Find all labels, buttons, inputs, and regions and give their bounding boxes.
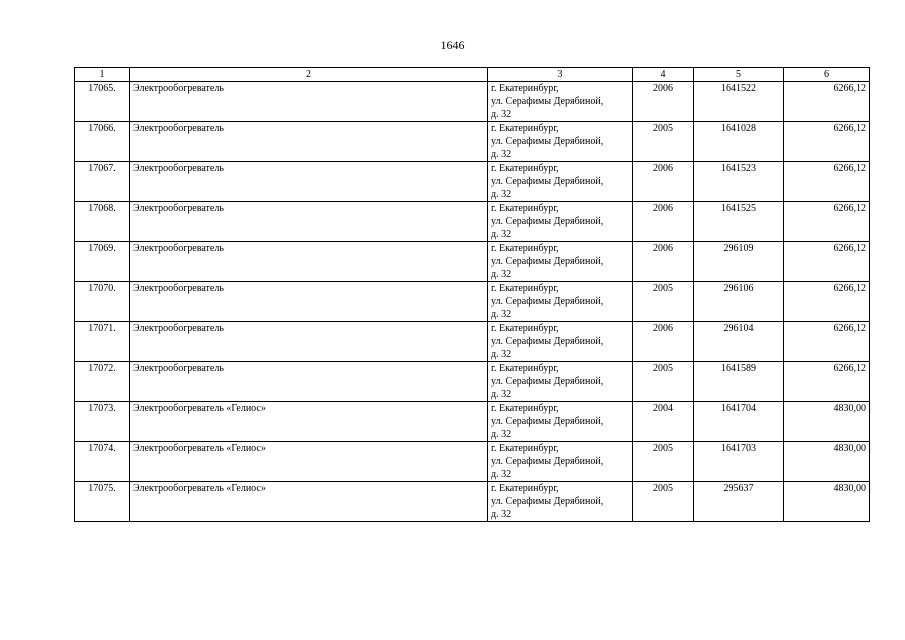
cost-cell: 6266,12 xyxy=(784,122,870,162)
item-name-cell: Электрообогреватель xyxy=(130,202,488,242)
year-cell: 2005 xyxy=(633,442,694,482)
address-line: ул. Серафимы Дерябиной, xyxy=(491,336,604,347)
address-cell xyxy=(488,242,633,282)
cost-cell: 4830,00 xyxy=(784,402,870,442)
address-cell xyxy=(488,162,633,202)
row-number-cell: 17073. xyxy=(75,402,130,442)
inventory-number-cell: 1641589 xyxy=(694,362,784,402)
property-registry-table xyxy=(74,67,870,522)
address-line: г. Екатеринбург, xyxy=(491,243,559,254)
cost-cell: 4830,00 xyxy=(784,482,870,522)
address-line: д. 32 xyxy=(491,149,512,160)
address-line: г. Екатеринбург, xyxy=(491,443,559,454)
address-line: д. 32 xyxy=(491,389,512,400)
address-line: д. 32 xyxy=(491,469,512,480)
inventory-number-cell: 1641525 xyxy=(694,202,784,242)
address-line: г. Екатеринбург, xyxy=(491,403,559,414)
address-line: ул. Серафимы Дерябиной, xyxy=(491,456,604,467)
cost-cell: 6266,12 xyxy=(784,322,870,362)
inventory-number-cell: 1641028 xyxy=(694,122,784,162)
address-line: г. Екатеринбург, xyxy=(491,203,559,214)
row-number-cell: 17068. xyxy=(75,202,130,242)
row-number-cell: 17074. xyxy=(75,442,130,482)
table-body xyxy=(75,82,870,522)
address-line: ул. Серафимы Дерябиной, xyxy=(491,176,604,187)
column-header: 4 xyxy=(633,68,694,82)
year-cell: 2005 xyxy=(633,362,694,402)
item-name-cell: Электрообогреватель «Гелиос» xyxy=(130,482,488,522)
page-number: 1646 xyxy=(440,38,465,52)
table-row xyxy=(75,122,870,162)
address-line: д. 32 xyxy=(491,229,512,240)
cost-cell: 6266,12 xyxy=(784,82,870,122)
address-cell xyxy=(488,482,633,522)
inventory-number-cell: 1641704 xyxy=(694,402,784,442)
inventory-number-cell: 296104 xyxy=(694,322,784,362)
inventory-number-cell: 296109 xyxy=(694,242,784,282)
year-cell: 2005 xyxy=(633,482,694,522)
inventory-number-cell: 1641523 xyxy=(694,162,784,202)
inventory-number-cell: 1641522 xyxy=(694,82,784,122)
table-row xyxy=(75,202,870,242)
address-cell xyxy=(488,122,633,162)
address-line: д. 32 xyxy=(491,509,512,520)
address-line: г. Екатеринбург, xyxy=(491,363,559,374)
column-header: 5 xyxy=(694,68,784,82)
inventory-number-cell: 296106 xyxy=(694,282,784,322)
cost-cell: 4830,00 xyxy=(784,442,870,482)
row-number-cell: 17069. xyxy=(75,242,130,282)
row-number-cell: 17070. xyxy=(75,282,130,322)
column-header: 1 xyxy=(75,68,130,82)
row-number-cell: 17075. xyxy=(75,482,130,522)
row-number-cell: 17071. xyxy=(75,322,130,362)
table-row xyxy=(75,242,870,282)
address-line: г. Екатеринбург, xyxy=(491,163,559,174)
cost-cell: 6266,12 xyxy=(784,162,870,202)
year-cell: 2006 xyxy=(633,82,694,122)
address-line: д. 32 xyxy=(491,189,512,200)
address-line: ул. Серафимы Дерябиной, xyxy=(491,496,604,507)
address-cell xyxy=(488,362,633,402)
year-cell: 2006 xyxy=(633,202,694,242)
table-row xyxy=(75,322,870,362)
table-row xyxy=(75,442,870,482)
address-line: ул. Серафимы Дерябиной, xyxy=(491,136,604,147)
address-line: д. 32 xyxy=(491,309,512,320)
address-line: ул. Серафимы Дерябиной, xyxy=(491,256,604,267)
address-line: д. 32 xyxy=(491,349,512,360)
row-number-cell: 17067. xyxy=(75,162,130,202)
item-name-cell: Электрообогреватель xyxy=(130,162,488,202)
item-name-cell: Электрообогреватель xyxy=(130,282,488,322)
address-line: г. Екатеринбург, xyxy=(491,283,559,294)
row-number-cell: 17065. xyxy=(75,82,130,122)
address-line: г. Екатеринбург, xyxy=(491,123,559,134)
year-cell: 2005 xyxy=(633,282,694,322)
address-line: д. 32 xyxy=(491,269,512,280)
table-row xyxy=(75,82,870,122)
address-line: ул. Серафимы Дерябиной, xyxy=(491,416,604,427)
address-line: ул. Серафимы Дерябиной, xyxy=(491,96,604,107)
year-cell: 2004 xyxy=(633,402,694,442)
cost-cell: 6266,12 xyxy=(784,202,870,242)
item-name-cell: Электрообогреватель xyxy=(130,362,488,402)
table-row xyxy=(75,402,870,442)
table-row xyxy=(75,482,870,522)
table-row xyxy=(75,282,870,322)
item-name-cell: Электрообогреватель xyxy=(130,122,488,162)
inventory-number-cell: 1641703 xyxy=(694,442,784,482)
cost-cell: 6266,12 xyxy=(784,242,870,282)
address-line: д. 32 xyxy=(491,109,512,120)
column-number-row xyxy=(75,68,870,82)
address-cell xyxy=(488,202,633,242)
address-cell xyxy=(488,282,633,322)
address-cell xyxy=(488,402,633,442)
year-cell: 2006 xyxy=(633,242,694,282)
address-line: г. Екатеринбург, xyxy=(491,323,559,334)
item-name-cell: Электрообогреватель «Гелиос» xyxy=(130,442,488,482)
address-line: г. Екатеринбург, xyxy=(491,83,559,94)
table-row xyxy=(75,362,870,402)
item-name-cell: Электрообогреватель xyxy=(130,82,488,122)
address-cell xyxy=(488,442,633,482)
address-line: г. Екатеринбург, xyxy=(491,483,559,494)
table-row xyxy=(75,162,870,202)
inventory-number-cell: 295637 xyxy=(694,482,784,522)
address-cell xyxy=(488,322,633,362)
item-name-cell: Электрообогреватель «Гелиос» xyxy=(130,402,488,442)
address-line: ул. Серафимы Дерябиной, xyxy=(491,296,604,307)
address-line: д. 32 xyxy=(491,429,512,440)
cost-cell: 6266,12 xyxy=(784,282,870,322)
year-cell: 2005 xyxy=(633,122,694,162)
item-name-cell: Электрообогреватель xyxy=(130,322,488,362)
address-cell xyxy=(488,82,633,122)
column-header: 3 xyxy=(488,68,633,82)
year-cell: 2006 xyxy=(633,162,694,202)
column-header: 6 xyxy=(784,68,870,82)
item-name-cell: Электрообогреватель xyxy=(130,242,488,282)
cost-cell: 6266,12 xyxy=(784,362,870,402)
row-number-cell: 17066. xyxy=(75,122,130,162)
row-number-cell: 17072. xyxy=(75,362,130,402)
address-line: ул. Серафимы Дерябиной, xyxy=(491,376,604,387)
address-line: ул. Серафимы Дерябиной, xyxy=(491,216,604,227)
year-cell: 2006 xyxy=(633,322,694,362)
column-header: 2 xyxy=(130,68,488,82)
